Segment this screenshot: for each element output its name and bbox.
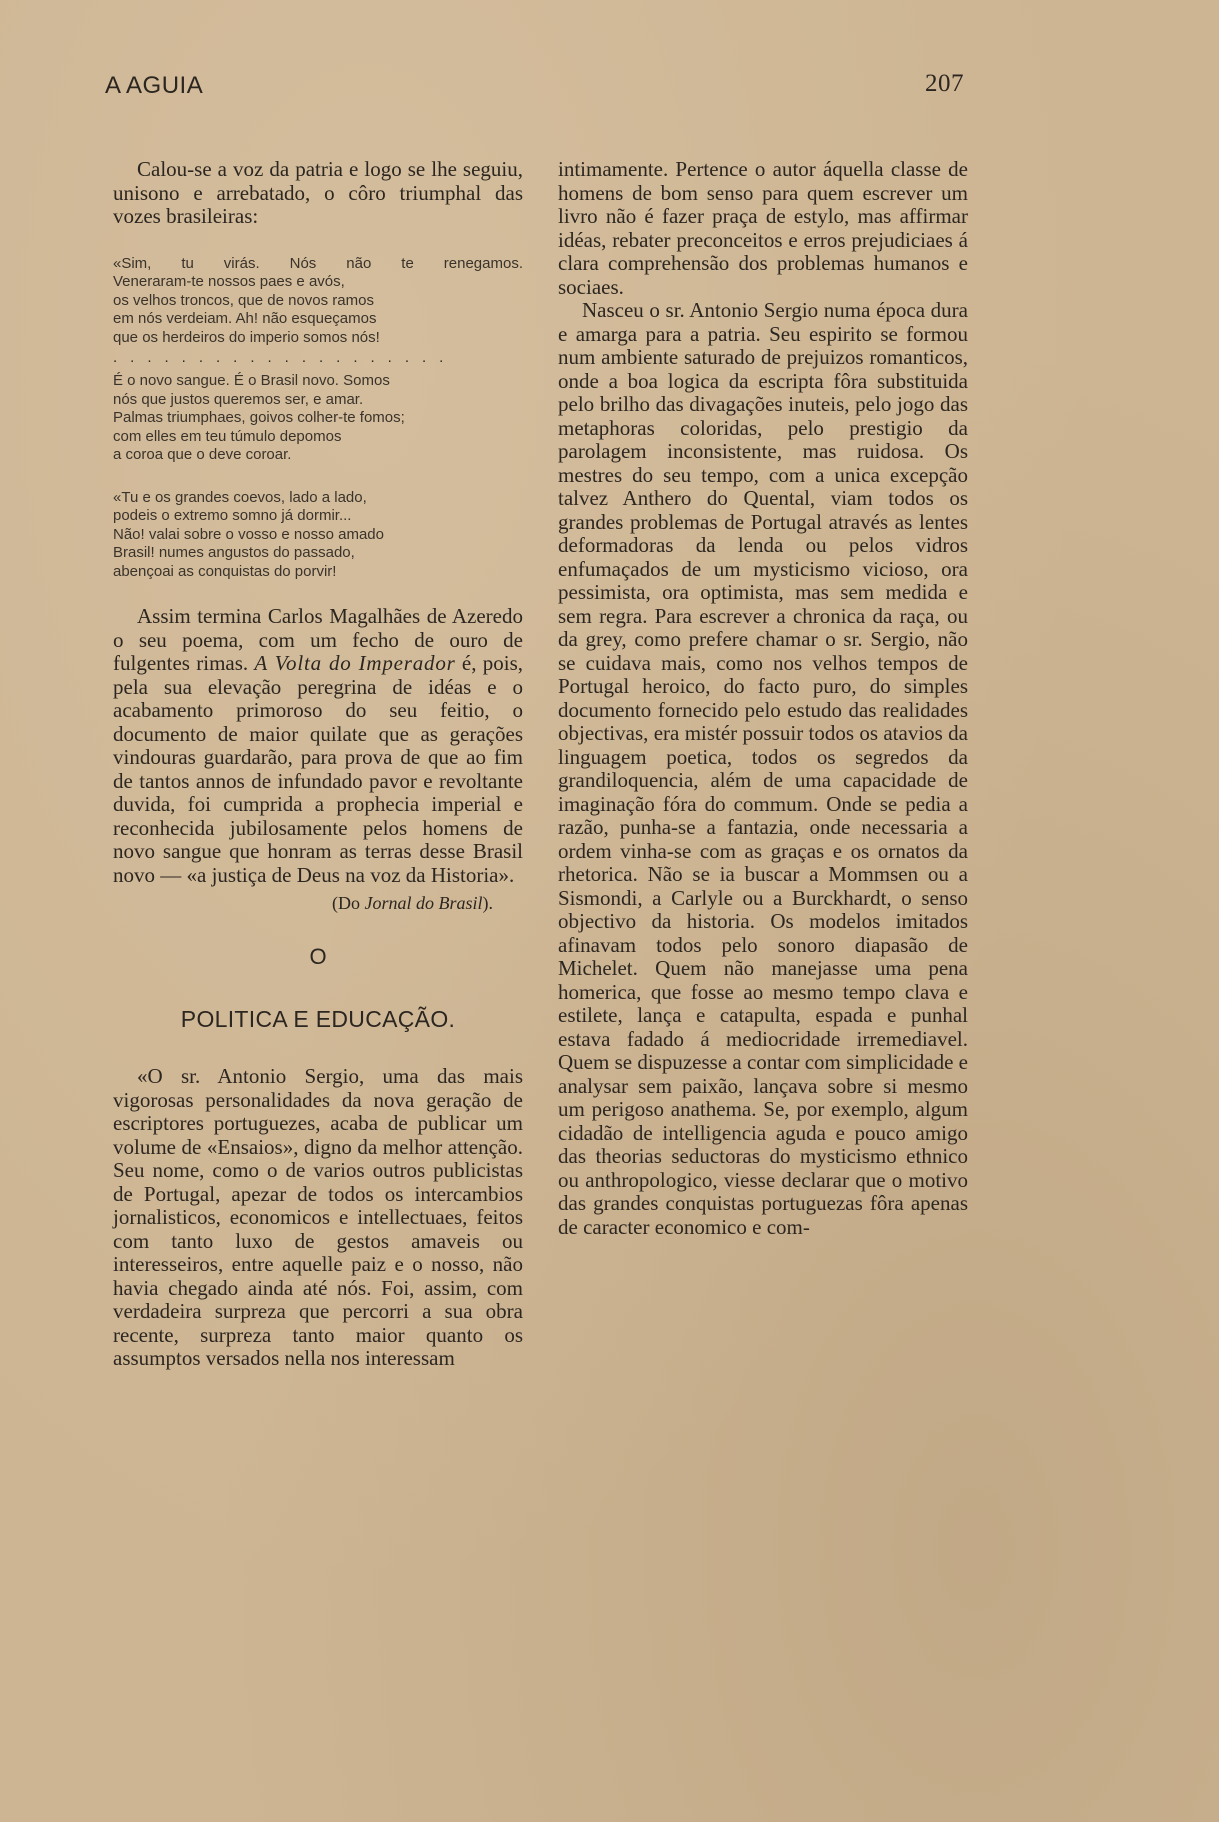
- source-credit: (Do Jornal do Brasil).: [331, 893, 493, 913]
- verse-line: nós que justos queremos ser, e amar.: [113, 390, 364, 408]
- verse-line: com elles em teu túmulo depomos: [113, 427, 342, 445]
- ellipsis-dots: ....................: [113, 349, 457, 366]
- closing-text-b: é, pois, pela sua elevação peregrina de idéas e o acabamento primoroso do seu feitio, o documento de maior quilate que as gerações vindouras guardarão, para prova de que ao fim de tantos annos de infundado pavor e revoltante duvida, foi cumprida a prophecia imperial e reconhecida jubilosamente pelos homens de novo sangue que honram as terras desse Brasil novo — «a justiça de Deus na voz da Historia».: [113, 651, 523, 887]
- essay-paragraph-2: Nasceu o sr. Antonio Sergio numa época dura e amarga para a patria. Seu espirito se formou num ambiente saturado de prejuizos romanticos, onde a boa logica da escripta fôra substituida pelo brilho das divagações inuteis, pelo jogo das metaphoras coloridas, pelo prestigio da parolagem inconsistente, mas ruidosa. Os mestres do seu tempo, com a unica excepção talvez Anthero do Quental, viam todos os grandes problemas de Portugal através as lentes deformadoras da lenda ou pelos vidros enfumaçados de um mysticismo vicioso, ora pessimista, ora optimista, mas sem medida e sem regra. Para escrever a chronica da raça, ou da grey, como prefere chamar o sr. Sergio, não se cuidava mais, como nos velhos tempos de Portugal heroico, do facto puro, do simples documento fornecido pelo estudo das realidades objectivas, era mistér possuir todos os atavios da linguagem poetica, todos os segredos da grandiloquencia, além de uma capacidade de imaginação fóra do commum. Onde se pedia a razão, punha-se a fantazia, onde necessaria a ordem vinha-se com as graças e os ornatos da rhetorica. Não se ia buscar a Mommsen ou a Sismondi, a Carlyle ou a Burckhardt, o senso objectivo da historia. Os modelos imitados afinavam todos pelo sonoro diapasão de Michelet. Quem não manejasse uma pena homerica, que fosse ao mesmo tempo clava e estilete, lança e catapulta, espada e punhal estava fadado á mediocridade irremediavel. Quem se dispuzesse a contar com simplicidade e analysar sem paixão, lançava sobre si mesmo um perigoso anathema. Se, por exemplo, algum cidadão de intelligencia aguda e pouco amigo das theorias seductoras do mysticismo ethnico ou anthropologico, viesse declarar que o motivo das grandes conquistas portuguezas fôra apenas de caracter economico e com-: [558, 298, 968, 1239]
- intro-paragraph: Calou-se a voz da patria e logo se lhe seguiu, unisono e arrebatado, o côro triumphal das vozes brasileiras:: [113, 157, 523, 228]
- verse-line: Não! valai sobre o vosso e nosso amado: [113, 525, 384, 543]
- closing-paragraph: [113, 605, 523, 887]
- source-name: Jornal do Brasil: [364, 893, 483, 913]
- page-number: 207: [925, 70, 964, 97]
- verse-line: a coroa que o deve coroar.: [113, 446, 292, 463]
- verse-line: É o novo sangue. É o Brasil novo. Somos: [113, 372, 390, 389]
- verse-stanza-3: [113, 489, 523, 582]
- verse-line: «Tu e os grandes coevos, lado a lado,: [113, 488, 367, 506]
- verse-line: «Sim, tu virás. Nós não te renegamos.: [113, 254, 523, 272]
- verse-stanza-2: [113, 372, 523, 465]
- essay-continued: intimamente. Pertence o autor áquella classe de homens de bom senso para quem escrever um livro não é fazer praça de estylo, mas affirmar idéas, rebater preconceitos e erros prejudiciaes á clara comprehensão dos problemas humanos e sociaes.: [558, 157, 968, 299]
- verse-line: que os herdeiros do imperio somos nós!: [113, 328, 380, 346]
- verse-stanza-1: [113, 255, 523, 348]
- section-heading: POLITICA E EDUCAÇÃO.: [180, 1006, 456, 1032]
- verse-line: podeis o extremo somno já dormir...: [113, 507, 352, 524]
- left-column: [113, 158, 523, 1371]
- essay-paragraph: «O sr. Antonio Sergio, uma das mais vigorosas personalidades da nova geração de escriptores portuguezes, acaba de publicar um volume de «Ensaios», digno da melhor attenção. Seu nome, como o de varios outros publicistas de Portugal, apezar de todos os intercambios jornalisticos, economicos e intellectuaes, feitos com tanto luxo de gestos amaveis ou interesseiros, entre aquelle paiz e o nosso, não havia chegado ainda até nós. Foi, assim, com verdadeira surpreza que percorri a sua obra recente, surpreza tanto maior quanto os assumptos versados nella nos interessam: [113, 1064, 523, 1370]
- verse-line: em nós verdeiam. Ah! não esqueçamos: [113, 310, 377, 327]
- verse-line: abençoai as conquistas do porvir!: [113, 562, 337, 580]
- section-separator: O: [309, 944, 327, 969]
- verse-line: os velhos troncos, que de novos ramos: [113, 291, 374, 309]
- closing-text-a: Assim termina Carlos Magalhães de Azeredo o seu poema, com um fecho de ouro de fulgentes rimas.: [113, 604, 523, 675]
- journal-title: A AGUIA: [105, 72, 204, 99]
- right-column: [558, 158, 968, 1239]
- verse-line: Palmas triumphaes, goivos colher-te fomos;: [113, 409, 405, 426]
- verse-line: Brasil! numes angustos do passado,: [113, 544, 355, 561]
- verse-line: Veneraram-te nossos paes e avós,: [113, 273, 345, 290]
- poem-title: A Volta do Imperador: [254, 651, 456, 675]
